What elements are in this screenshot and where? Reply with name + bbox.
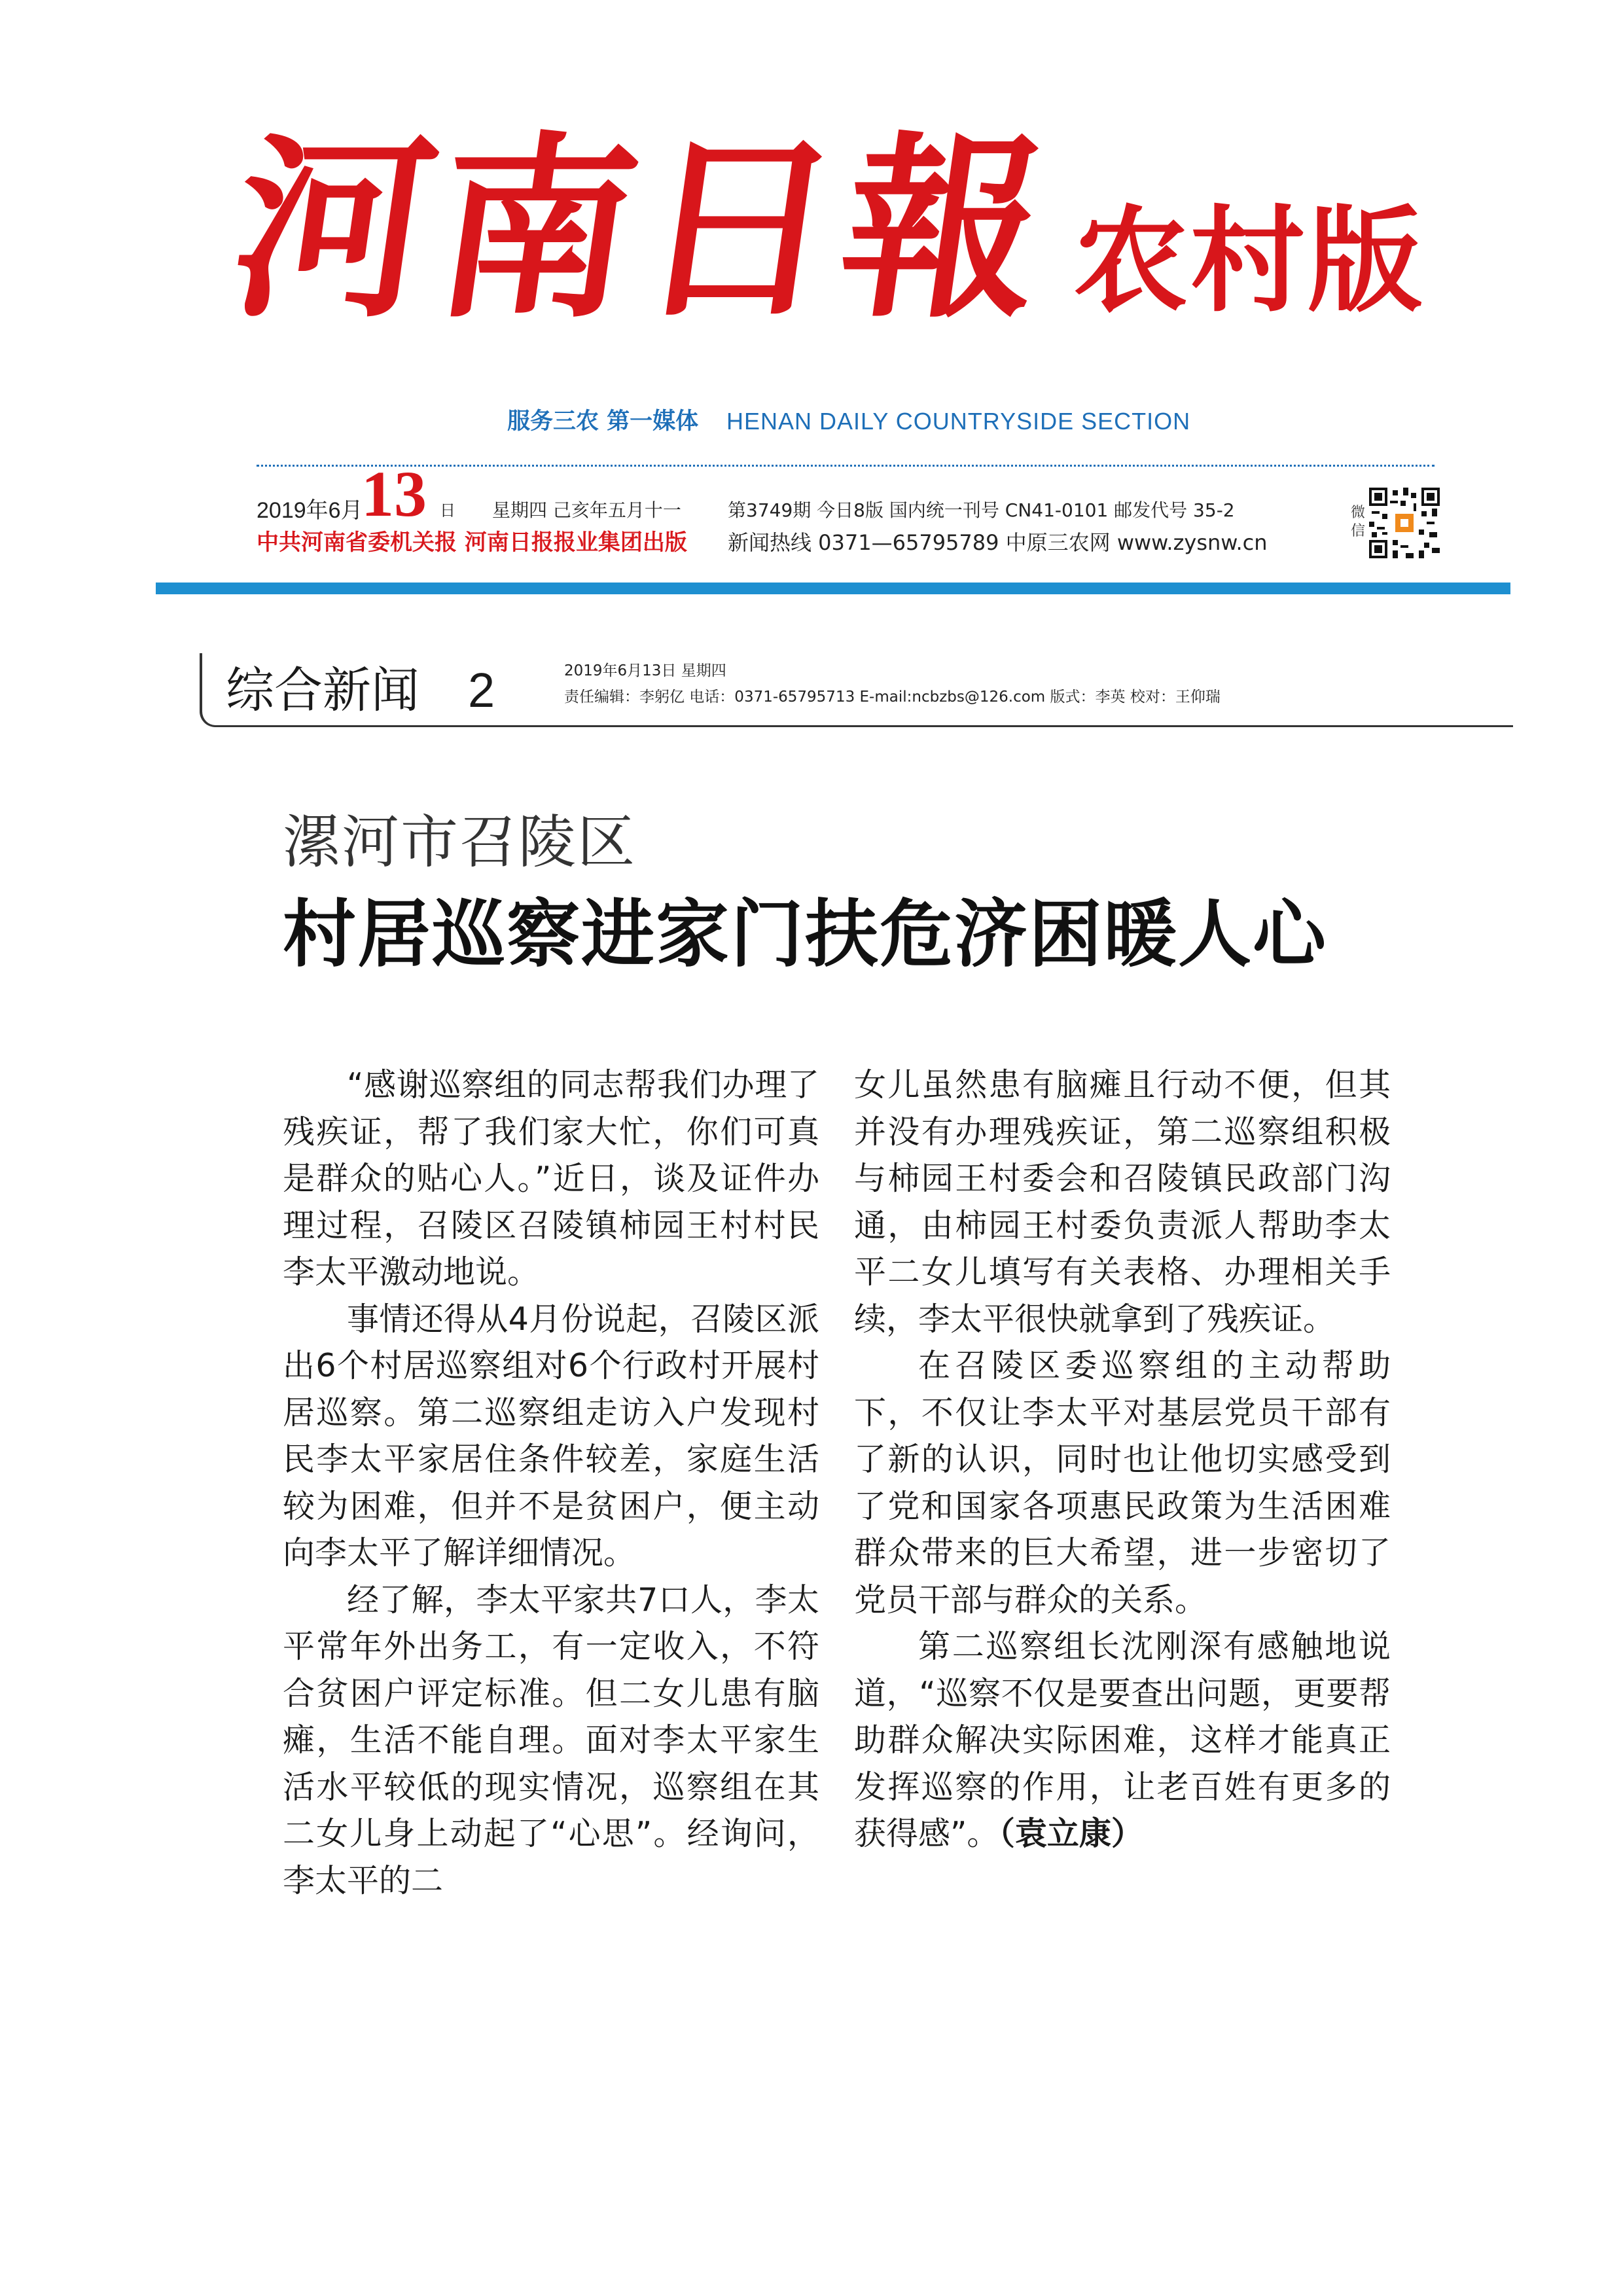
paragraph: 在召陵区委巡察组的主动帮助下，不仅让李太平对基层党员干部有了新的认识，同时也让他切实感受到了党和国家各项惠民政策为生活困难群众带来的巨大希望，进一步密切了党员干部与群众的关系。 — [854, 1347, 1391, 1619]
article-subhead: 漯河市召陵区 — [283, 808, 637, 876]
issue-info: 第3749期 今日8版 国内统一刊号 CN41-0101 邮发代号 35-2 — [728, 499, 1235, 521]
paragraph: “感谢巡察组的同志帮我们办理了残疾证，帮了我们家大忙，你们可真是群众的贴心人。”近日，谈及证件办理过程，召陵区召陵镇柿园王村村民李太平激动地说。 — [283, 1066, 819, 1291]
weixin-label: 微信 — [1351, 505, 1366, 539]
article-column-1 — [283, 1062, 819, 1904]
masthead-dotted-divider — [257, 465, 1435, 467]
paragraph-continued: 女儿虽然患有脑瘫且行动不便，但其并没有办理残疾证，第二巡察组积极与柿园王村委会和召陵镇民政部门沟通，由柿园王村委负责派人帮助李太平二女儿填写有关表格、办理相关手续，李太平很快就拿到了残疾证。 — [854, 1066, 1391, 1338]
paragraph-final — [854, 1623, 1391, 1857]
section-staff-credits: 责任编辑：李躬亿 电话：0371-65795713 E-mail:ncbzbs@126.com 版式：李英 校对：王仰瑞 — [564, 689, 1221, 706]
masthead-edition-title: 农村版 — [1073, 195, 1425, 328]
issue-date-day: 13 — [361, 457, 427, 530]
paragraph: 经了解，李太平家共7口人，李太平常年外出务工，有一定收入，不符合贫困户评定标准。但二女儿患有脑瘫，生活不能自理。面对李太平家生活水平较低的现实情况，巡察组在其二女儿身上动起了“心思”。经询问，李太平的二 — [283, 1581, 819, 1899]
weekday-lunar-date: 星期四 己亥年五月十一 — [492, 499, 681, 521]
article-headline: 村居巡察进家门扶危济困暖人心 — [283, 892, 1327, 977]
slogan-chinese: 服务三农 第一媒体 — [507, 408, 699, 435]
issue-date-suffix: 日 — [440, 501, 455, 520]
paragraph: 事情还得从4月份说起，召陵区派出6个村居巡察组对6个行政村开展村居巡察。第二巡察组走访入户发现村民李太平家居住条件较差，家庭生活较为困难，但并不是贫困户，便主动向李太平了解详细情况。 — [283, 1300, 819, 1571]
paragraph-text: 第二巡察组长沈刚深有感触地说道，“巡察不仅是要查出问题，更要帮助群众解决实际困难，这样才能真正发挥巡察的作用，让老百姓有更多的获得感”。 — [854, 1628, 1391, 1852]
masthead-blue-bar — [156, 583, 1510, 594]
masthead-logo-calligraphy: 河南日報 — [219, 113, 1063, 344]
qr-code-icon — [1369, 488, 1440, 558]
sponsor-line: 中共河南省委机关报 河南日报报业集团出版 — [257, 529, 687, 556]
issue-date-prefix: 2019年6月 — [257, 498, 363, 523]
section-title: 综合新闻 — [226, 662, 419, 719]
news-hotline: 新闻热线 0371—65795789 中原三农网 www.zysnw.cn — [728, 530, 1268, 555]
slogan-english: HENAN DAILY COUNTRYSIDE SECTION — [726, 408, 1191, 435]
section-date: 2019年6月13日 星期四 — [564, 662, 726, 679]
byline: （袁立康） — [999, 1815, 1143, 1852]
section-page-number: 2 — [468, 663, 495, 717]
article-column-2 — [854, 1062, 1391, 1857]
